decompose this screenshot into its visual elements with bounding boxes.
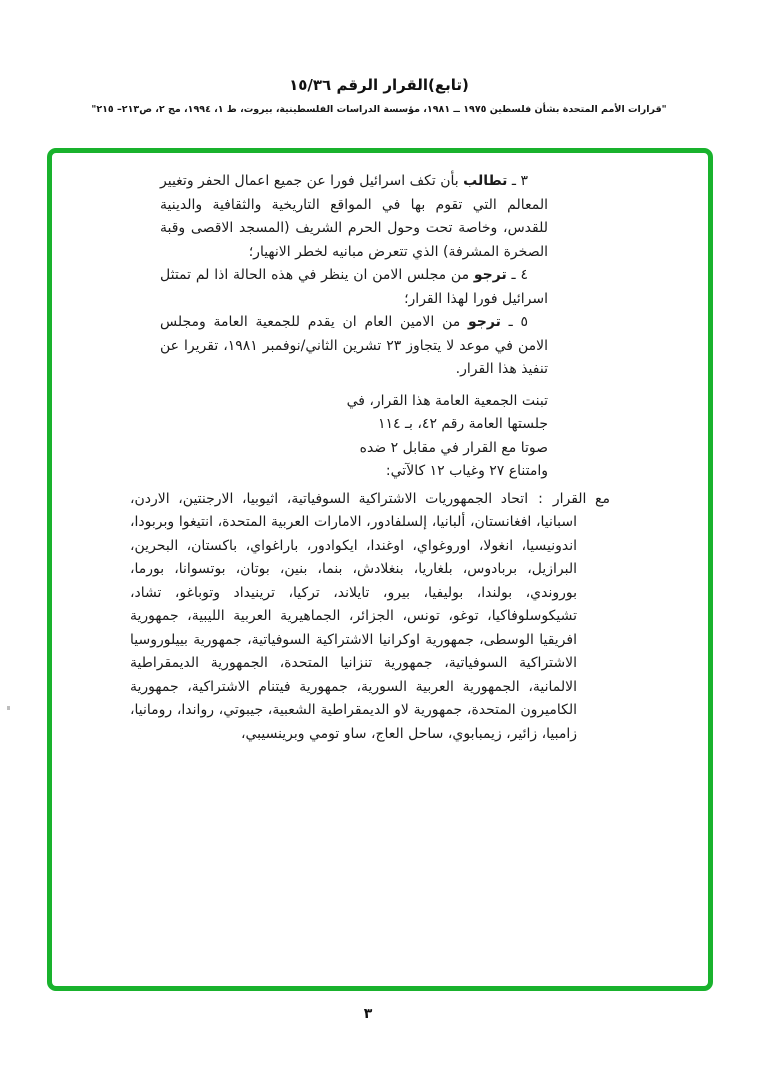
adoption-note-line-3: صوتا مع القرار في مقابل ٢ ضده	[359, 439, 548, 456]
operative-paragraphs	[160, 170, 548, 382]
adoption-note-line-4: وامتناع ٢٧ وغياب ١٢ كالآتي:	[385, 463, 548, 479]
paragraph-5-number: ٥ ـ	[500, 314, 528, 330]
paragraph-4-keyword: ترجو	[473, 267, 507, 283]
source-citation-line: "قرارات الأمم المتحدة بشأن فلسطين ١٩٧٥ ــ ١٩٨١، مؤسسة الدراسات الفلسطينية، بيروت، ط ١، ١٩٩٤، مج ٢، ص٢١٣– ٢١٥"	[91, 104, 667, 115]
paragraph-3-keyword: تطالب	[463, 173, 508, 189]
resolution-title: (تابع)القرار الرقم ١٥/٣٦	[289, 76, 469, 94]
vote-for-list	[130, 488, 610, 747]
vote-for-countries: اتحاد الجمهوريات الاشتراكية السوفياتية، اثيوبيا، الارجنتين، الاردن، اسبانيا، افغانستان، ألبانيا، إلسلفادور، الامارات العربية المتحدة، انتيغوا وبربودا، اندونيسيا، انغولا، اوروغواي، اوغندا، ايكوادور، باراغواي، باكستان، البحرين، البرازيل، بربادوس، بلغاريا، بنغلادش، بنما، بنين، بوتان، بوتسوانا، بورما، بوروندي، بولندا، بوليفيا، بيرو، تايلاند، تركيا، ترينيداد وتوباغو، تشاد، تشيكوسلوفاكيا، توغو، تونس، الجزائر، الجماهيرية العربية الليبية، جمهورية افريقيا الوسطى، جمهورية اوكرانيا الاشتراكية السوفياتية، جمهورية بييلوروسيا الاشتراكية السوفياتية، جمهورية تنزانيا المتحدة، الجمهورية الديمقراطية الالمانية، الجمهورية العربية السورية، جمهورية فيتنام الاشتراكية، جمهورية الكاميرون المتحدة، جمهورية لاو الديمقراطية الشعبية، جيبوتي، رواندا، رومانيا، زامبيا، زائير، زيمبابوي، ساحل العاج، ساو تومي وبرينسيبي،	[130, 490, 577, 742]
paragraph-4-text: من مجلس الامن ان ينظر في هذه الحالة اذا لم تمتثل اسرائيل فورا لهذا القرار؛	[160, 267, 548, 307]
vote-for-colon: :	[538, 490, 543, 507]
paragraph-4-number: ٤ ـ	[506, 267, 528, 283]
scan-artifact-speck	[7, 706, 10, 710]
adoption-note	[160, 390, 548, 484]
paragraph-5-keyword: ترجو	[468, 314, 501, 330]
paragraph-3-text: بأن تكف اسرائيل فورا عن جميع اعمال الحفر وتغيير المعالم التي تقوم بها في المواقع التاريخية والثقافية والدينية للقدس، وخاصة تحت وحول الحرم الشريف (المسجد الاقصى وقبة الصخرة المشرفة) الذي تتعرض مبانيه لخطر الانهيار؛	[160, 173, 548, 260]
adoption-note-line-1: تبنت الجمعية العامة هذا القرار، في	[346, 392, 548, 409]
resolution-body	[130, 170, 610, 746]
paragraph-5	[160, 311, 548, 382]
paragraph-3	[160, 170, 548, 264]
vote-for-label: مع القرار	[552, 490, 610, 507]
adoption-note-line-2: جلستها العامة رقم ٤٢، بـ ١١٤	[377, 416, 548, 432]
paragraph-3-number: ٣ ـ	[507, 173, 528, 189]
paragraph-4	[160, 264, 548, 311]
page-number: ٣	[363, 1006, 373, 1022]
paragraph-5-text: من الامين العام ان يقدم للجمعية العامة ومجلس الامن في موعد لا يتجاوز ٢٣ تشرين الثاني/نوفمبر ١٩٨١، تقريرا عن تنفيذ هذا القرار.	[160, 314, 548, 377]
